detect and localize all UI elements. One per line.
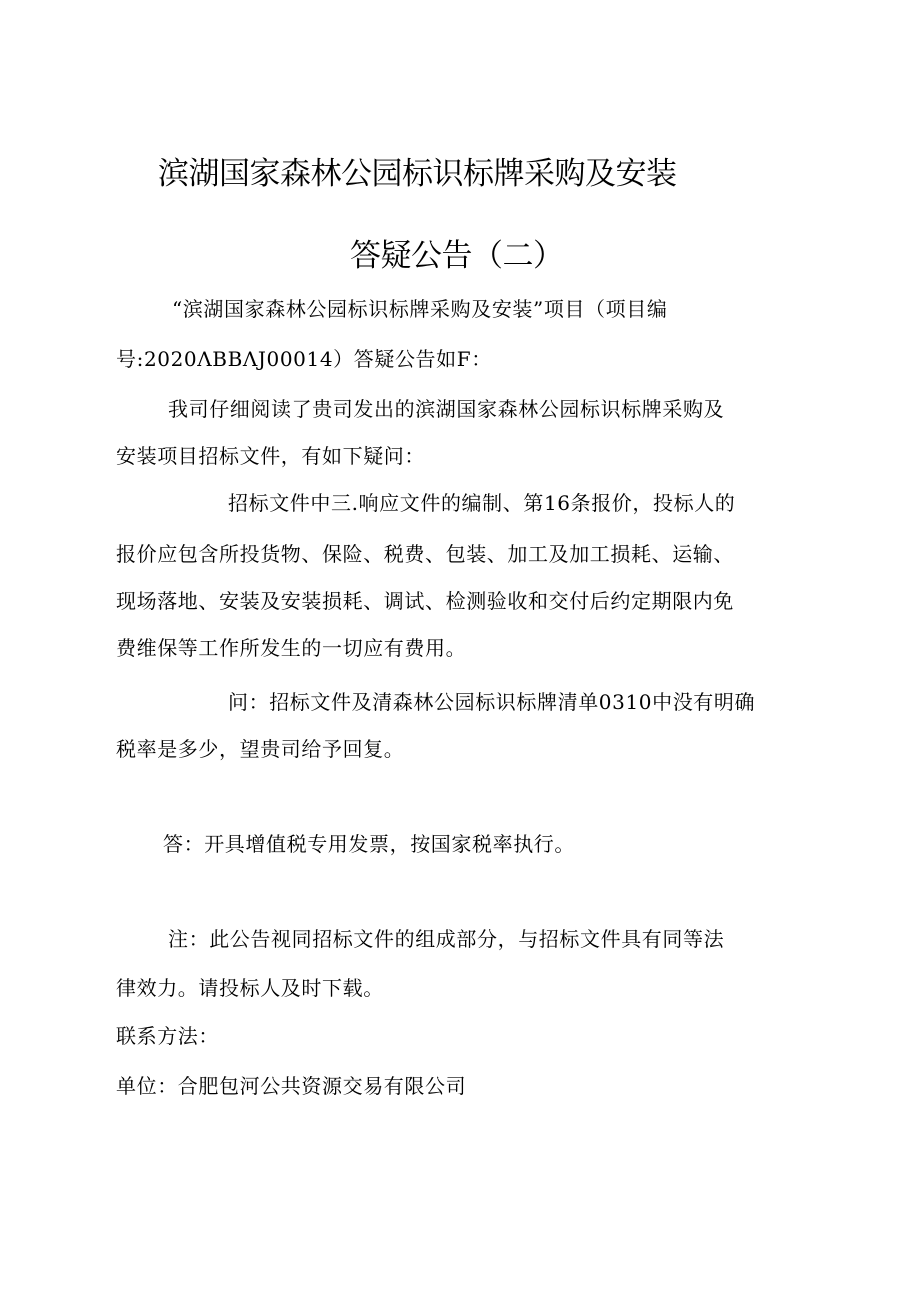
answer-line: 答：开具增值税专用发票，按国家税率执行。 bbox=[163, 832, 575, 856]
question-line-1: 问：招标文件及清森林公园标识标牌清单0310中没有明确 bbox=[228, 690, 756, 714]
document-title-line-2: 答疑公告（二） bbox=[350, 238, 564, 274]
note-line-2: 律效力。请投标人及时下载。 bbox=[116, 976, 384, 1000]
clause-line-4: 费维保等工作所发生的一切应有费用。 bbox=[116, 636, 467, 660]
clause-line-3: 现场落地、安装及安装损耗、调试、检测验收和交付后约定期限内免 bbox=[116, 589, 734, 613]
intro-line-2: 号:2020ΛBBΛJ00014）答疑公告如F： bbox=[116, 347, 492, 371]
question-line-2: 税率是多少，望贵司给予回复。 bbox=[116, 737, 405, 761]
question-intro-line-1: 我司仔细阅读了贵司发出的滨湖国家森林公园标识标牌采购及 bbox=[168, 397, 725, 421]
clause-line-2: 报价应包含所投货物、保险、税费、包装、加工及加工损耗、运输、 bbox=[116, 542, 734, 566]
question-intro-line-2: 安装项目招标文件，有如下疑问： bbox=[116, 444, 425, 468]
contact-unit: 单位：合肥包河公共资源交易有限公司 bbox=[116, 1074, 467, 1098]
clause-line-1: 招标文件中三.响应文件的编制、第16条报价，投标人的 bbox=[228, 491, 736, 515]
contact-label: 联系方法： bbox=[116, 1024, 219, 1048]
document-title-line-1: 滨湖国家森林公园标识标牌采购及安装 bbox=[158, 156, 677, 192]
intro-line-1: “滨湖国家森林公园标识标牌采购及安装”项目（项目编 bbox=[172, 297, 668, 321]
note-line-1: 注：此公告视同招标文件的组成部分，与招标文件具有同等法 bbox=[168, 927, 725, 951]
